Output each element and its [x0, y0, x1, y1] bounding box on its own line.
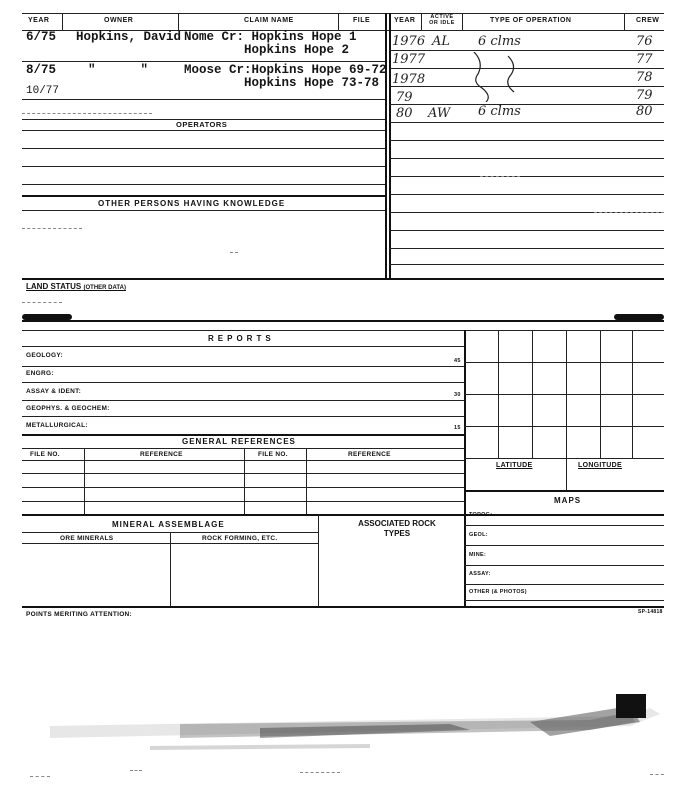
form-number: SP-14818 [638, 609, 663, 615]
hw-operation-1: 6 clms [478, 34, 521, 49]
maps-other: OTHER (& PHOTOS) [469, 589, 527, 595]
points-meriting-attention-label: POINTS MERITING ATTENTION: [26, 611, 133, 618]
other-persons-label: OTHER PERSONS HAVING KNOWLEDGE [98, 199, 286, 208]
land-status-label: LAND STATUS (OTHER DATA) [26, 282, 126, 291]
row3-year: 8/75 [26, 63, 57, 77]
latitude-label: LATITUDE [496, 462, 533, 469]
ore-minerals-label: ORE MINERALS [60, 535, 114, 542]
row1-owner: Hopkins, David [76, 30, 182, 44]
row2-claim: Hopkins Hope 2 [244, 43, 350, 57]
hw-year-5: 80 [396, 106, 413, 121]
report-engrg: ENGRG: [26, 370, 54, 377]
year-header: YEAR [28, 17, 50, 24]
rock-forming-label: ROCK FORMING, ETC. [202, 535, 278, 542]
hw-crew-2: 77 [636, 52, 653, 67]
hw-year-2: 1977 [392, 52, 426, 67]
longitude-label: LONGITUDE [578, 462, 622, 469]
hw-crew-3: 78 [636, 70, 653, 85]
owner-header: OWNER [104, 17, 134, 24]
report-metallurgical: METALLURGICAL: [26, 422, 88, 429]
maps-title: MAPS [554, 496, 582, 505]
associated-rock-types-label: ASSOCIATED ROCK TYPES [358, 519, 436, 538]
row3-owner: " " [88, 63, 149, 77]
hw-year-1: 1976 [392, 34, 426, 49]
file-header: FILE [353, 17, 371, 24]
hw-year-4: 79 [396, 90, 413, 105]
report-geophys: GEOPHYS. & GEOCHEM: [26, 405, 110, 412]
row1-claim: Nome Cr: Hopkins Hope 1 [184, 30, 357, 44]
mineral-assemblage-title: MINERAL ASSEMBLAGE [112, 520, 225, 529]
ref-file-no-header-1: FILE NO. [30, 451, 60, 458]
hw-year-3: 1978 [392, 72, 426, 87]
row3-claim: Moose Cr:Hopkins Hope 69-72 [184, 63, 387, 77]
hw-active-2: AW [428, 106, 451, 121]
report-geology: GEOLOGY: [26, 352, 63, 359]
ref-reference-header-1: REFERENCE [140, 451, 183, 458]
scan-noise-band [30, 686, 670, 786]
ref-reference-header-2: REFERENCE [348, 451, 391, 458]
ref-file-no-header-2: FILE NO. [258, 451, 288, 458]
crew-header: CREW [636, 17, 660, 24]
margin-number-3: 15 [454, 425, 461, 431]
report-assay: ASSAY & IDENT: [26, 388, 82, 395]
hw-crew-5: 80 [636, 104, 653, 119]
margin-number-2: 30 [454, 392, 461, 398]
row4-claim: Hopkins Hope 73-78 [244, 76, 380, 90]
maps-topog: TOPOG: [469, 512, 493, 518]
maps-geol: GEOL: [469, 532, 488, 538]
row1-year: 6/75 [26, 30, 57, 44]
operators-label: OPERATORS [176, 120, 228, 129]
general-references-title: GENERAL REFERENCES [182, 437, 296, 446]
ditto-bracket-mark [470, 52, 530, 102]
row4-year: 10/77 [26, 85, 60, 97]
reports-title: REPORTS [208, 334, 275, 343]
hw-operation-2: 6 clms [478, 104, 521, 119]
hw-crew-1: 76 [636, 34, 653, 49]
hw-crew-4: 79 [636, 88, 653, 103]
claim-name-header: CLAIM NAME [244, 17, 294, 24]
maps-mine: MINE: [469, 552, 487, 558]
margin-number-1: 45 [454, 358, 461, 364]
hw-active-1: AL [432, 34, 451, 49]
operation-header: TYPE OF OPERATION [490, 17, 572, 24]
active-idle-header: ACTIVE OR IDLE [429, 14, 455, 26]
year2-header: YEAR [394, 17, 416, 24]
maps-assay: ASSAY: [469, 571, 491, 577]
